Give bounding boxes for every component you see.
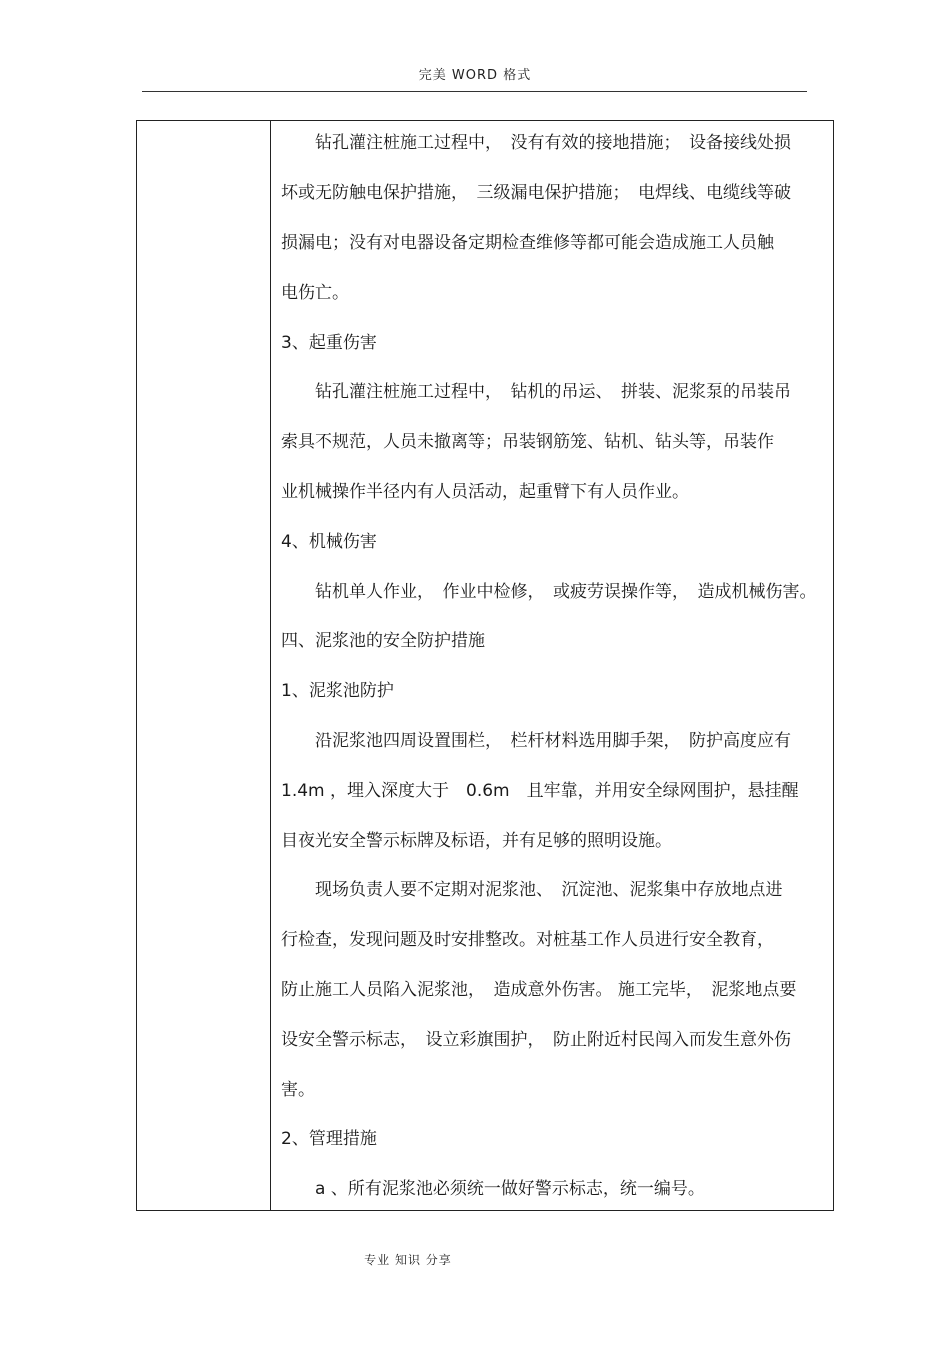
- paragraph-line: 钻孔灌注桩施工过程中， 没有有效的接地措施； 设备接线处损: [315, 133, 791, 153]
- paragraph-line: 钻孔灌注桩施工过程中， 钻机的吊运、 拼装、泥浆泵的吊装吊: [315, 382, 791, 402]
- content-table: [136, 120, 834, 1211]
- paragraph-line: 目夜光安全警示标牌及标语，并有足够的照明设施。: [281, 831, 672, 851]
- paragraph-line: 损漏电；没有对电器设备定期检查维修等都可能会造成施工人员触: [281, 233, 774, 253]
- section-heading: 2、管理措施: [281, 1129, 377, 1149]
- header-divider: [142, 91, 807, 92]
- table-right-cell: [271, 121, 833, 1210]
- paragraph-line: 沿泥浆池四周设置围栏， 栏杆材料选用脚手架， 防护高度应有: [315, 731, 791, 751]
- section-heading: 四、泥浆池的安全防护措施: [281, 631, 485, 651]
- paragraph-line: 钻机单人作业， 作业中检修， 或疲劳误操作等， 造成机械伤害。: [315, 582, 817, 602]
- paragraph-line: 害。: [281, 1080, 315, 1100]
- paragraph-line: 索具不规范，人员未撤离等；吊装钢筋笼、钻机、钻头等，吊装作: [281, 432, 774, 452]
- paragraph-line: 电伤亡。: [281, 283, 349, 303]
- table-left-cell: [137, 121, 271, 1210]
- section-heading: 1、泥浆池防护: [281, 681, 394, 701]
- section-heading: 3、起重伤害: [281, 333, 377, 353]
- section-heading: 4、机械伤害: [281, 532, 377, 552]
- paragraph-line: 防止施工人员陷入泥浆池， 造成意外伤害。 施工完毕， 泥浆地点要: [281, 980, 797, 1000]
- page-header: 完美 WORD 格式: [418, 68, 532, 83]
- paragraph-line: 现场负责人要不定期对泥浆池、 沉淀池、泥浆集中存放地点进: [315, 880, 783, 900]
- paragraph-line: a 、所有泥浆池必须统一做好警示标志，统一编号。: [315, 1179, 705, 1199]
- paragraph-line: 设安全警示标志， 设立彩旗围护， 防止附近村民闯入而发生意外伤: [281, 1030, 791, 1050]
- page-footer: 专业 知识 分享: [364, 1253, 452, 1267]
- paragraph-line: 业机械操作半径内有人员活动，起重臂下有人员作业。: [281, 482, 689, 502]
- paragraph-line: 坏或无防触电保护措施， 三级漏电保护措施； 电焊线、电缆线等破: [281, 183, 791, 203]
- paragraph-line: 1.4m ，埋入深度大于 0.6m 且牢靠，并用安全绿网围护，悬挂醒: [281, 781, 799, 801]
- paragraph-line: 行检查，发现问题及时安排整改。对桩基工作人员进行安全教育，: [281, 930, 774, 950]
